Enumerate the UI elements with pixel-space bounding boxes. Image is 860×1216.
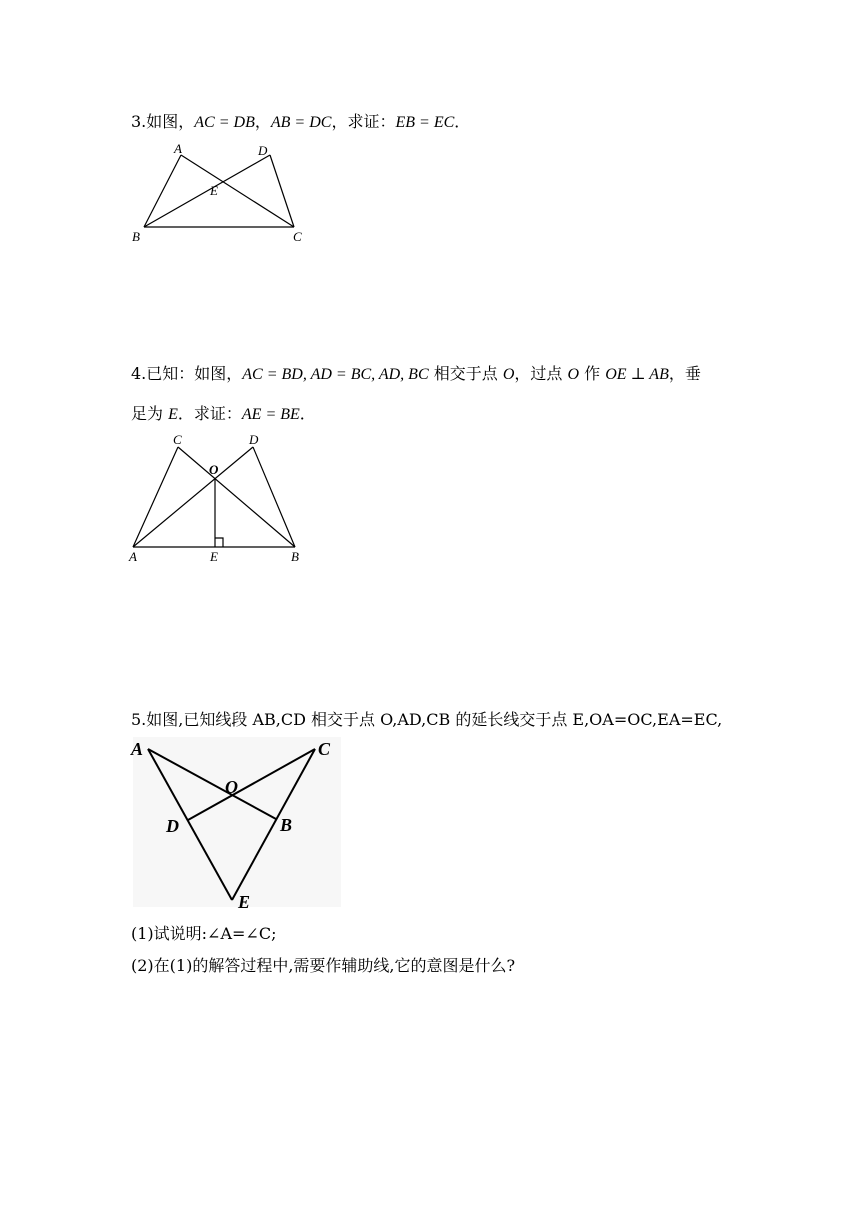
q3-goal: EB = EC [395,114,455,131]
q5-figure [128,737,348,915]
q3-text: 如图， [146,112,195,131]
q4-mid2: ，过点 [514,364,568,383]
q4-label-a: A [129,549,137,564]
q4-line2-prefix: 足为 [131,404,169,423]
q5-part-1: (1)试说明:∠A=∠C; [131,924,277,943]
q3-segment-ac [181,155,294,227]
q4-right-angle-mark [215,538,223,547]
question-4-line-1 [131,364,701,385]
q3-figure [125,138,345,248]
q4-segment-ac [133,447,178,547]
q3-cond2: AB = DC [270,114,332,131]
q3-sep2: ，求证： [331,112,396,131]
q4-e: E [168,406,178,423]
q4-cond: AC = BD, AD = BC, AD, BC [242,366,429,383]
q3-end: ． [454,112,471,131]
q4-segment-ad [133,447,253,547]
q3-segment-dc [270,155,294,227]
q3-label-d: D [258,143,268,158]
q4-line2-mid: ．求证： [177,404,242,423]
q4-goal: AE = BE [241,406,300,423]
q5-figure-background [133,737,341,907]
q4-label-c: C [173,432,182,447]
q4-mid1: 相交于点 [428,364,503,383]
q4-label-o: O [209,462,219,477]
q4-perp: OE ⊥ AB [605,366,669,383]
q4-label-e: E [210,549,218,564]
q4-figure [125,430,325,570]
q5-part-2: (2)在(1)的解答过程中,需要作辅助线,它的意图是什么? [131,956,516,975]
q4-mid3: 作 [579,364,606,383]
q3-sep1: ， [254,112,271,131]
q3-number: 3. [131,112,147,131]
q3-label-a: A [174,141,182,156]
q5-label-b: B [280,815,293,835]
question-3-text [131,112,470,133]
question-5-text: 5.如图,已知线段 AB,CD 相交于点 O,AD,CB 的延长线交于点 E,OA=OC,EA=EC, [131,710,723,729]
q3-label-b: B [132,229,140,244]
q3-label-c: C [293,229,302,244]
q4-o2: O [567,366,580,383]
q3-label-e: E [210,183,218,198]
q4-number: 4. [131,364,147,383]
q5-label-d: D [166,816,179,836]
q5-label-e: E [238,892,251,912]
q4-mid4: ，垂 [668,364,701,383]
q3-cond1: AC = DB [194,114,255,131]
question-4-line-2 [131,404,316,425]
q4-segment-db [253,447,295,547]
q4-end: ． [299,404,316,423]
q4-label-d: D [249,432,259,447]
q4-label-b: B [291,549,299,564]
q5-label-a: A [131,739,144,759]
q4-segment-cb [178,447,295,547]
q4-prefix: 已知：如图， [146,364,243,383]
q4-o1: O [502,366,515,383]
q5-label-c: C [318,739,331,759]
q5-label-o: O [225,777,238,797]
